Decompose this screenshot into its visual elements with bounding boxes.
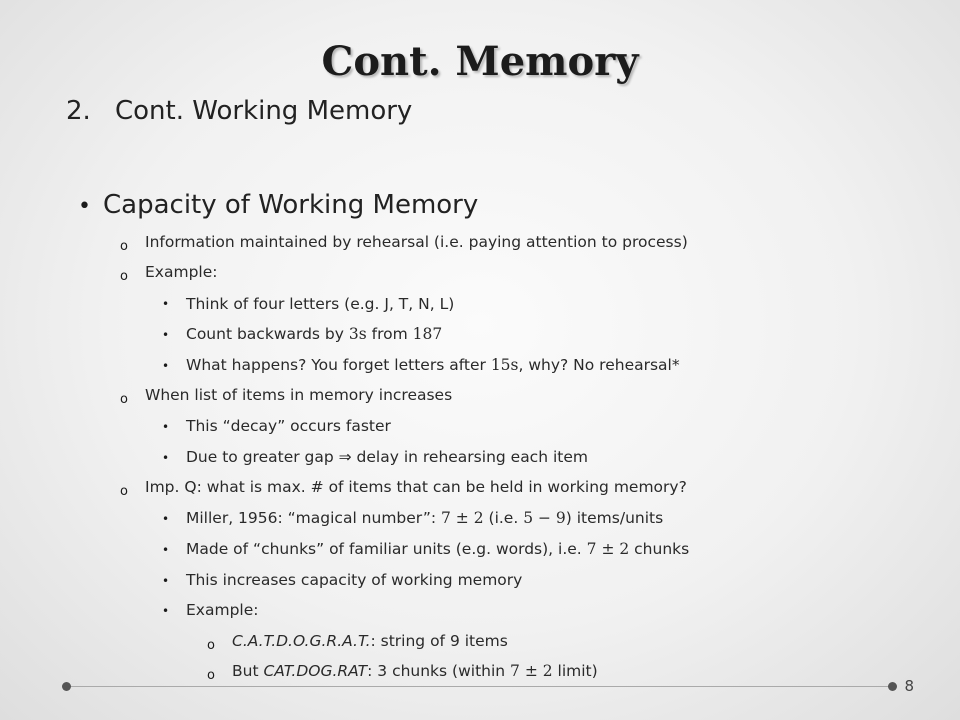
item-info: Information maintained by rehearsal (i.e. paying attention to process) (145, 233, 688, 251)
item-increases: This increases capacity of working memory (186, 571, 523, 589)
item-cat-a: C.A.T.D.O.G.R.A.T.: string of 9 items (232, 632, 508, 650)
heading-number: 2. (66, 96, 91, 126)
page-number: 8 (904, 677, 914, 695)
item-example: Example: (145, 263, 218, 281)
section-title: Capacity of Working Memory (103, 190, 479, 220)
footer-left-dot (62, 682, 71, 691)
dot-bullet: • (162, 297, 170, 311)
dot-bullet: • (162, 574, 170, 588)
item-when: When list of items in memory increases (145, 386, 453, 404)
o-bullet: o (207, 638, 215, 653)
dot-bullet: • (162, 604, 170, 618)
o-bullet: o (120, 269, 128, 284)
dot-bullet: • (162, 512, 170, 526)
item-due: Due to greater gap ⇒ delay in rehearsing each item (186, 448, 588, 466)
dot-bullet: • (162, 451, 170, 465)
item-count: Count backwards by 3s from 187 (186, 325, 443, 343)
item-example2: Example: (186, 601, 259, 619)
o-bullet: o (120, 484, 128, 499)
item-think: Think of four letters (e.g. J, T, N, L) (186, 295, 455, 313)
item-decay: This “decay” occurs faster (186, 417, 391, 435)
o-bullet: o (207, 668, 215, 683)
item-what: What happens? You forget letters after 15s, why? No rehearsal* (186, 356, 680, 374)
item-cat-b: But CAT.DOG.RAT: 3 chunks (within 7 ± 2 limit) (232, 662, 598, 680)
item-made: Made of “chunks” of familiar units (e.g. words), i.e. 7 ± 2 chunks (186, 540, 690, 558)
item-imp: Imp. Q: what is max. # of items that can be held in working memory? (145, 478, 687, 496)
section-bullet: • (78, 194, 91, 219)
dot-bullet: • (162, 420, 170, 434)
item-miller: Miller, 1956: “magical number”: 7 ± 2 (i.e. 5 − 9) items/units (186, 509, 664, 527)
footer-right-dot (888, 682, 897, 691)
slide-title: Cont. Memory (321, 38, 639, 85)
dot-bullet: • (162, 328, 170, 342)
o-bullet: o (120, 392, 128, 407)
dot-bullet: • (162, 543, 170, 557)
o-bullet: o (120, 239, 128, 254)
dot-bullet: • (162, 359, 170, 373)
footer-rule (66, 686, 894, 687)
heading: Cont. Working Memory (115, 96, 413, 126)
